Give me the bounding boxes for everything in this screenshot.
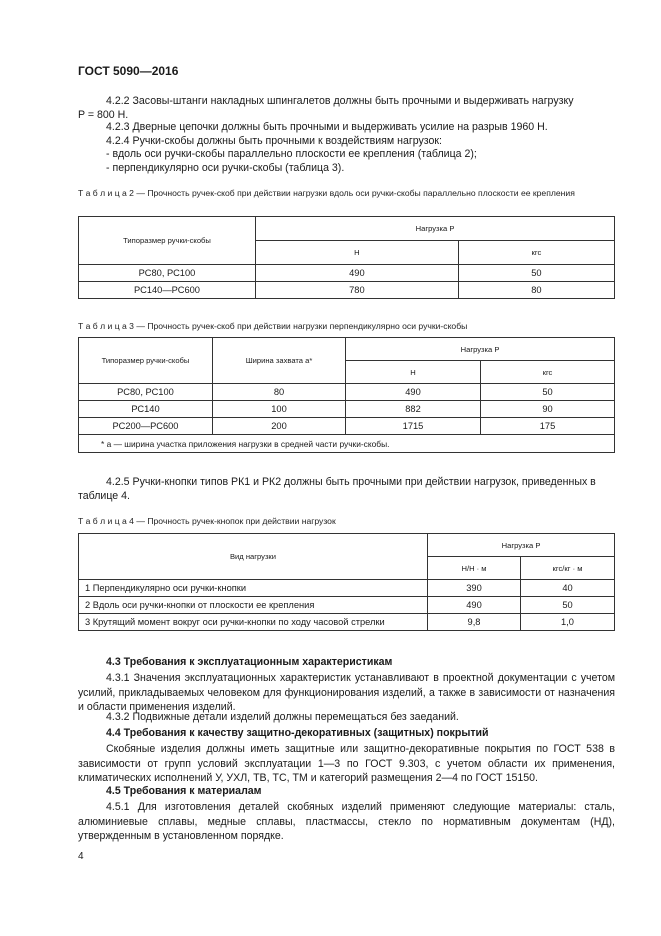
paragraph-4-2-5-cont: таблице 4. (78, 490, 130, 502)
paragraph-4-5-1: 4.5.1 Для изготовления деталей скобяных изделий применяют следующие материалы: сталь, алюминиевые сплавы, медные сплавы, пластмассы, стекло по нормативным документам (НД), утвержденным в установленном порядке. (78, 801, 615, 842)
table-row (79, 282, 615, 299)
column-header: кгс/кг · м (521, 557, 615, 580)
table-cell: 50 (481, 384, 615, 401)
table-cell: 200 (213, 418, 346, 435)
table-row (79, 614, 615, 631)
table-cell: 100 (213, 401, 346, 418)
column-header: Нагрузка P (428, 534, 615, 557)
table-cell: РС80, РС100 (79, 384, 213, 401)
table-cell: РС140 (79, 401, 213, 418)
section-heading-4-3: 4.3 Требования к эксплуатационным характеристикам (106, 656, 393, 668)
column-header: Н (256, 241, 459, 265)
table-cell: 490 (346, 384, 481, 401)
table-2-caption: Т а б л и ц а 2 — Прочность ручек-скоб при действии нагрузки вдоль оси ручки-скобы параллельно плоскости ее крепления (78, 188, 575, 198)
table-cell: 390 (428, 580, 521, 597)
table-3 (78, 337, 615, 453)
table-cell: 1,0 (521, 614, 615, 631)
table-cell: РС200—РС600 (79, 418, 213, 435)
document-header: ГОСТ 5090—2016 (78, 64, 179, 78)
table-row (79, 418, 615, 435)
table-2 (78, 216, 615, 299)
table-row (79, 597, 615, 614)
table-row (79, 384, 615, 401)
paragraph-4-2-2-cont: P = 800 Н. (78, 109, 129, 121)
page-number: 4 (78, 851, 84, 862)
column-header: кгс (481, 361, 615, 384)
table-row (79, 265, 615, 282)
bullet-item: - перпендикулярно оси ручки-скобы (таблица 3). (106, 162, 345, 174)
column-header: Нагрузка P (346, 338, 615, 361)
bullet-item: - вдоль оси ручки-скобы параллельно плоскости ее крепления (таблица 2); (106, 148, 477, 160)
column-header: Нагрузка P (256, 217, 615, 241)
table-row (79, 401, 615, 418)
paragraph-4-4: Скобяные изделия должны иметь защитные или защитно-декоративные покрытия по ГОСТ 538 в зависимости от групп условий эксплуатации 1—3 по ГОСТ 9.303, с учетом области их применения, климатических исполнений У, УХЛ, ТВ, ТС, ТМ и категорий размещения 2—4 по ГОСТ 15150. (78, 743, 615, 784)
table-cell: 40 (521, 580, 615, 597)
table-cell: 80 (458, 282, 614, 299)
table-cell: 490 (256, 265, 459, 282)
table-cell: 80 (213, 384, 346, 401)
column-header: Вид нагрузки (79, 534, 428, 580)
section-heading-4-4: 4.4 Требования к качеству защитно-декоративных (защитных) покрытий (106, 727, 489, 739)
column-header: Ширина захвата a* (213, 338, 346, 384)
paragraph-4-2-3: 4.2.3 Дверные цепочки должны быть прочными и выдерживать усилие на разрыв 1960 Н. (106, 121, 548, 133)
table-cell: 1715 (346, 418, 481, 435)
table-4 (78, 533, 615, 631)
table-cell: 175 (481, 418, 615, 435)
paragraph-4-2-2: 4.2.2 Засовы-штанги накладных шпингалетов должны быть прочными и выдерживать нагрузку (106, 95, 574, 107)
table-cell: 780 (256, 282, 459, 299)
table-cell: 882 (346, 401, 481, 418)
table-cell: 9,8 (428, 614, 521, 631)
table-cell: 490 (428, 597, 521, 614)
column-header: Типоразмер ручки-скобы (79, 217, 256, 265)
table-cell: 2 Вдоль оси ручки-кнопки от плоскости ее крепления (79, 597, 428, 614)
table-cell: 50 (458, 265, 614, 282)
paragraph-4-2-5: 4.2.5 Ручки-кнопки типов РК1 и РК2 должны быть прочными при действии нагрузок, приведенных в (106, 476, 596, 488)
table-3-caption: Т а б л и ц а 3 — Прочность ручек-скоб при действии нагрузки перпендикулярно оси ручки-скобы (78, 321, 468, 331)
table-cell: РС140—РС600 (79, 282, 256, 299)
column-header: Н (346, 361, 481, 384)
paragraph-4-2-4: 4.2.4 Ручки-скобы должны быть прочными к воздействиям нагрузок: (106, 135, 442, 147)
column-header: Типоразмер ручки-скобы (79, 338, 213, 384)
table-4-caption: Т а б л и ц а 4 — Прочность ручек-кнопок при действии нагрузок (78, 516, 336, 526)
table-cell: 3 Крутящий момент вокруг оси ручки-кнопки по ходу часовой стрелки (79, 614, 428, 631)
table-row (79, 580, 615, 597)
table-cell: 50 (521, 597, 615, 614)
table-cell: 1 Перпендикулярно оси ручки-кнопки (79, 580, 428, 597)
column-header: Н/Н · м (428, 557, 521, 580)
paragraph-4-3-2: 4.3.2 Подвижные детали изделий должны перемещаться без заеданий. (106, 711, 459, 723)
section-heading-4-5: 4.5 Требования к материалам (106, 785, 262, 797)
table-cell: 90 (481, 401, 615, 418)
table-cell: РС80, РС100 (79, 265, 256, 282)
table-3-footnote: * a — ширина участка приложения нагрузки в средней части ручки-скобы. (79, 435, 615, 453)
paragraph-4-3-1: 4.3.1 Значения эксплуатационных характеристик устанавливают в проектной документации с учетом усилий, прикладываемых человеком для функционирования изделий, а также в зависимости от назначения и области применения изделий. (78, 672, 615, 713)
column-header: кгс (458, 241, 614, 265)
